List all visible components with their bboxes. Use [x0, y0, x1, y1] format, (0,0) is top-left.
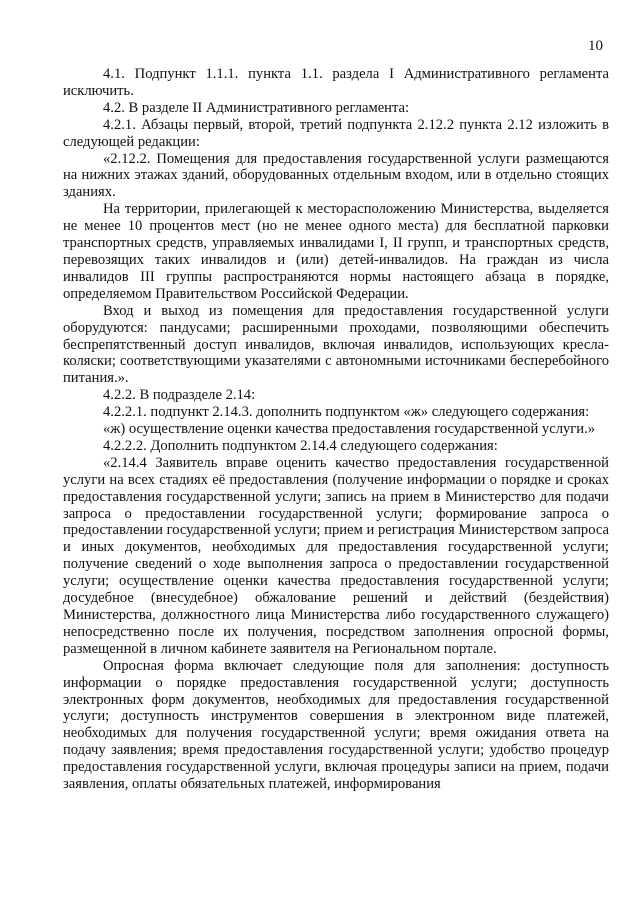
paragraph-4-2-2-1: 4.2.2.1. подпункт 2.14.3. дополнить подпунктом «ж» следующего содержания:	[103, 404, 590, 421]
paragraph-4-2-2: 4.2.2. В подразделе 2.14:	[103, 387, 256, 404]
paragraph-4-2: 4.2. В разделе II Административного регламента:	[103, 99, 410, 116]
page-number: 10	[588, 38, 603, 54]
paragraph-parking: На территории, прилегающей к месторасположению Министерства, выделяется не менее 10 процентов мест (но не менее одного места) для бесплатной парковки транспортных средств, управляемых инвалидами I, II групп, и транспортных средств, перевозящих таких инвалидов и (или) детей-инвалидов. На граждан из числа инвалидов III группы распространяются нормы настоящего абзаца в порядке, определяемом Правительством Российской Федерации.	[63, 201, 609, 302]
paragraph-entrance: Вход и выход из помещения для предоставления государственной услуги оборудуются: пандусами; расширенными проходами, позволяющими обеспечить беспрепятственный доступ инвалидов, включая инвалидов, использующих кресла-коляски; соответствующими указателями с автономными источниками бесперебойного питания.».	[63, 302, 609, 387]
paragraph-4-1: 4.1. Подпункт 1.1.1. пункта 1.1. раздела I Административного регламента исключить.	[63, 66, 609, 99]
paragraph-4-2-2-2: 4.2.2.2. Дополнить подпунктом 2.14.4 следующего содержания:	[103, 437, 498, 454]
paragraph-subpoint-zh: «ж) осуществление оценки качества предоставления государственной услуги.»	[103, 421, 596, 438]
paragraph-survey-form: Опросная форма включает следующие поля для заполнения: доступность информации о порядке предоставления государственной услуги; доступность электронных форм документов, необходимых для предоставления государственной услуги; доступность инструментов совершения в электронном виде платежей, необходимых для получения государственной услуги; время ожидания ответа на подачу заявления; время предоставления государственной услуги; удобство процедур предоставления государственной услуги, включая процедуры записи на прием, подачи заявления, оплаты обязательных платежей, информирования	[63, 657, 609, 793]
document-body	[63, 66, 609, 793]
paragraph-4-2-1: 4.2.1. Абзацы первый, второй, третий подпункта 2.12.2 пункта 2.12 изложить в следующей редакции:	[63, 116, 609, 150]
paragraph-2-14-4: «2.14.4 Заявитель вправе оценить качество предоставления государственной услуги на всех стадиях её предоставления (получение информации о порядке и сроках предоставления государственной услуги; запись на прием в Министерство для подачи запроса о предоставлении государственной услуги; формирование запроса о предоставлении государственной услуги; прием и регистрация Министерством запроса и иных документов, необходимых для предоставления государственной услуги; получение сведений о ходе выполнения запроса о предоставлении государственной услуги; осуществление оценки качества предоставления государственной услуги; досудебное (внесудебное) обжалование решений и действий (бездействия) Министерства, должностного лица Министерства либо государственного служащего) непосредственно после их получения, посредством заполнения опросной формы, размещенной в личном кабинете заявителя на Региональном портале.	[63, 454, 609, 657]
paragraph-2-12-2: «2.12.2. Помещения для предоставления государственной услуги размещаются на нижних этажах зданий, оборудованных отдельным входом, или в отдельно стоящих зданиях.	[63, 150, 609, 201]
